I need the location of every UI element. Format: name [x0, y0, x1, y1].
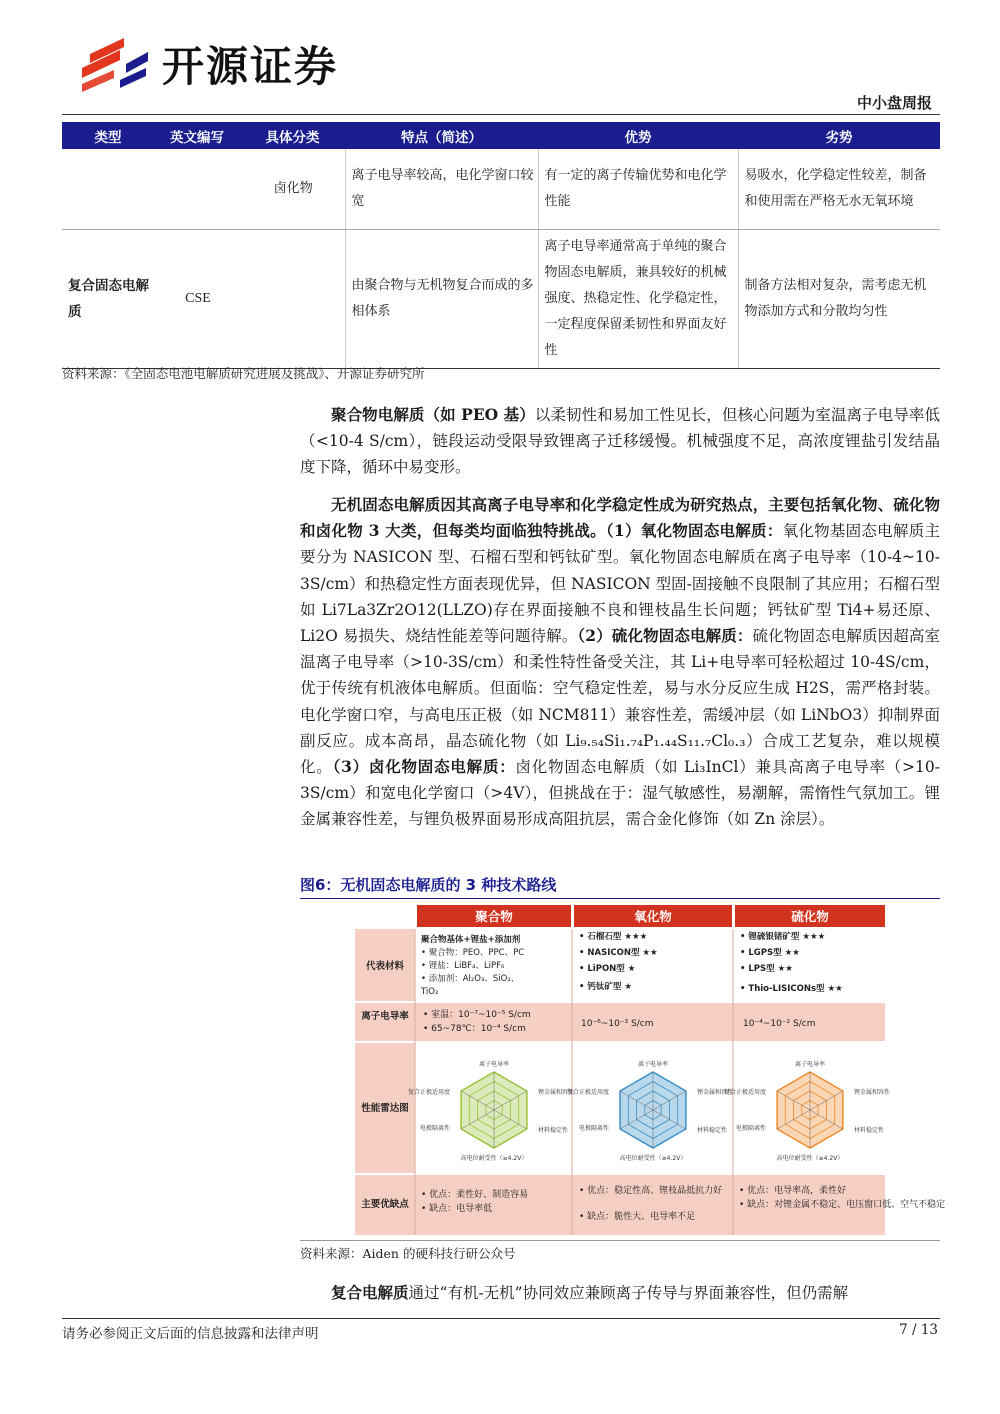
cell-subclass: 卤化物 — [240, 149, 345, 229]
radar-label: 材料稳定性 — [538, 1127, 569, 1134]
cell-disadvantage: 易吸水，化学稳定性较差，制备和使用需在严格无水无氧环境 — [738, 149, 940, 229]
col-header-advantage: 优势 — [538, 122, 738, 149]
radar-label: 材料稳定性 — [697, 1127, 728, 1134]
cell-subclass — [240, 229, 345, 368]
radar-label: 离子电导率 — [794, 1061, 826, 1068]
fig-polymer-material: • 聚合物：PEO、PPC、PC — [421, 948, 525, 958]
cell-advantage: 有一定的离子传输优势和电化学性能 — [538, 149, 738, 229]
fig-oxide-cons: • 缺点：脆性大、电导率不足 — [579, 1212, 696, 1222]
fig-sulfide-material: • LPS型 ★★ — [740, 964, 793, 974]
fig-polymer-conductivity: • 室温：10⁻⁷~10⁻⁵ S/cm — [423, 1010, 531, 1020]
figure-title-divider — [300, 898, 940, 899]
radar-label: 离子电导率 — [637, 1061, 669, 1068]
fig-polymer-conductivity: • 65~78℃：10⁻⁴ S/cm — [423, 1024, 526, 1034]
fig-col-oxide: 氧化物 — [634, 909, 672, 924]
table-row — [62, 229, 940, 368]
cell-feature: 离子电导率较高，电化学窗口较宽 — [345, 149, 538, 229]
paragraph-text: 卤化物固态电解质（如 Li₃InCl）兼具高离子电导率（>10-3S/cm）和宽电化学窗口（>4V），但挑战在于：湿气敏感性，易潮解，需惰性气氛加工。锂金属兼容性差，与锂负极界面易形成高阻抗层，需合金化修饰（如 Zn 涂层）。 — [300, 758, 940, 829]
cell-type — [62, 149, 154, 229]
radar-label: 电极隔离性 — [419, 1125, 450, 1132]
cell-abbr: CSE — [154, 229, 240, 368]
table-source: 资料来源：《全固态电池电解质研究进展及挑战》、开源证券研究所 — [62, 366, 425, 381]
figure-title: 图6：无机固态电解质的 3 种技术路线 — [300, 876, 557, 894]
cell-disadvantage: 制备方法相对复杂，需考虑无机物添加方式和分散均匀性 — [738, 229, 940, 368]
fig-oxide-material: • 钙钛矿型 ★ — [579, 982, 632, 992]
fig-oxide-material: • 石榴石型 ★★★ — [579, 932, 648, 942]
fig-sulfide-conductivity: 10⁻⁴~10⁻² S/cm — [743, 1019, 816, 1029]
radar-label: 锂金属相容性 — [697, 1089, 734, 1096]
paragraph-text: 以柔韧性和易加工性见长，但核心问题为室温离子电导率低（<10-4 S/cm），链段运动受限导致锂离子迁移缓慢。机械强度不足，高浓度锂盐引发结晶度下降，循环中易变形。 — [300, 406, 940, 477]
cell-feature: 由聚合物与无机物复合而成的多相体系 — [345, 229, 538, 368]
fig-oxide-material: • LiPON型 ★ — [579, 964, 636, 974]
cell-advantage: 离子电导率通常高于单纯的聚合物固态电解质，兼具较好的机械强度、热稳定性、化学稳定性，一定程度保留柔韧性和界面友好性 — [538, 229, 738, 368]
fig-polymer-material: 聚合物基体+锂盐+添加剂 — [421, 935, 521, 945]
company-name: 开源证券 — [162, 42, 339, 91]
electrolyte-comparison-table — [62, 122, 940, 369]
cell-type: 复合固态电解质 — [62, 229, 154, 368]
paragraph-text: 氧化物基固态电解质主要分为 NASICON 型、石榴石型和钙钛矿型。氧化物固态电解质在离子电导率（10-4~10-3S/cm）和热稳定性方面表现优异，但 NASICON 型固-固接触不良限制了其应用；石榴石型如 Li7La3Zr2O12(LLZO)存在界面接触不良和锂枝晶生长问题；钙钛矿型 Ti4+易还原、Li2O 易损失、烧结性能差等问题待解。 — [300, 522, 940, 646]
radar-label: 高电位耐受性（≥4.2V） — [619, 1155, 687, 1162]
radar-label: 复合正极适用度 — [723, 1089, 766, 1096]
col-header-subclass: 具体分类 — [240, 122, 345, 149]
radar-label: 离子电导率 — [478, 1061, 510, 1068]
radar-label: 复合正极适用度 — [407, 1089, 450, 1096]
radar-label: 电极隔离性 — [735, 1125, 766, 1132]
paragraph-subhead: （3）卤化物固态电解质： — [332, 757, 516, 777]
fig-sulfide-cons: • 缺点：对锂金属不稳定、电压窗口低、空气不稳定 — [739, 1200, 946, 1210]
paragraph-text: 通过“有机-无机”协同效应兼顾离子传导与界面兼容性，但仍需解 — [408, 1284, 849, 1302]
figure-source: 资料来源：Aiden 的硬科技行研公众号 — [300, 1246, 516, 1261]
fig-sulfide-material: • 锂硫银锗矿型 ★★★ — [740, 932, 826, 942]
table-header-row — [62, 122, 940, 149]
radar-label: 高电位耐受性（≥4.2V） — [460, 1155, 528, 1162]
paragraph-composite — [300, 1280, 940, 1306]
fig-row-materials: 代表材料 — [365, 961, 405, 972]
paragraph-polymer — [300, 402, 940, 481]
col-header-disadvantage: 劣势 — [738, 122, 940, 149]
fig-polymer-material: • 锂盐：LiBF₄、LiPF₆ — [421, 961, 505, 971]
radar-label: 高电位耐受性（≥4.2V） — [776, 1155, 844, 1162]
tech-route-figure — [355, 905, 946, 1235]
report-type: 中小盘周报 — [856, 94, 932, 112]
fig-oxide-pros-text: • 优点：稳定性高、锂枝晶抵抗力好 — [579, 1186, 723, 1196]
paragraph-lead: 聚合物电解质（如 PEO 基） — [331, 405, 535, 424]
table-row — [62, 149, 940, 229]
footer-divider — [62, 1318, 940, 1319]
radar-label: 锂金属相容性 — [854, 1089, 891, 1096]
fig-row-conductivity-label: 离子电导率 — [361, 1011, 409, 1022]
paragraph-lead: 无机固态电解质因其高离子电导率和化学稳定性成为研究热点，主要包括氧化物、硫化物和卤化物 3 大类，但每类均面临独特挑战。（1）氧化物固态电解质： — [300, 495, 940, 541]
fig-polymer-pros: • 优点：柔性好、制造容易 — [421, 1190, 529, 1200]
fig-row-conductivity — [361, 1010, 409, 1022]
fig-col-sulfide: 硫化物 — [791, 909, 829, 924]
header-divider — [62, 114, 940, 115]
fig-oxide-material: • NASICON型 ★★ — [579, 948, 658, 958]
page-number: 7 / 13 — [899, 1322, 938, 1338]
radar-label: 锂金属相容性 — [538, 1089, 575, 1096]
fig-polymer-material: • 添加剂：Al₂O₃、SiO₂、 — [421, 974, 520, 984]
paragraph-lead: 复合电解质 — [331, 1283, 409, 1302]
col-header-abbr: 英文编写 — [154, 122, 240, 149]
paragraph-text: 硫化物固态电解质因超高室温离子电导率（>10-3S/cm）和柔性特性备受关注，其 Li+电导率可轻松超过 10-4S/cm，优于传统有机液体电解质。但面临：空气稳定性差，易与水分反应生成 H2S，需严格封装。电化学窗口窄，与高电压正极（如 NCM811）兼容性差，需缓冲层（如 LiNbO3）抑制界面副反应。成本高昂，晶态硫化物（如 Li₉.₅₄Si₁.₇₄P₁.₄₄S₁₁.₇Cl₀.₃）合成工艺复杂，难以规模化。 — [300, 627, 940, 777]
fig-oxide-conductivity: 10⁻⁶~10⁻³ S/cm — [581, 1019, 654, 1029]
col-header-feature: 特点（简述） — [345, 122, 538, 149]
logo-mark-icon — [82, 38, 148, 92]
col-header-type: 类型 — [62, 122, 154, 149]
radar-label: 复合正极适用度 — [566, 1089, 609, 1096]
cell-abbr — [154, 149, 240, 229]
fig-sulfide-material: • LGPS型 ★★ — [740, 948, 800, 958]
paragraph-inorganic — [300, 492, 940, 833]
radar-label: 电极隔离性 — [578, 1125, 609, 1132]
paragraph-subhead: （2）硫化物固态电解质： — [577, 626, 753, 646]
fig-sulfide-pros: • 优点：电导率高，柔性好 — [739, 1186, 847, 1196]
fig-row-proscons: 主要优缺点 — [361, 1199, 409, 1210]
fig-oxide-pros — [579, 1184, 722, 1196]
fig-col-polymer: 聚合物 — [475, 909, 513, 924]
fig-row-radar: 性能雷达图 — [361, 1103, 409, 1114]
footer-disclaimer: 请务必参阅正文后面的信息披露和法律声明 — [62, 1326, 319, 1342]
fig-sulfide-material: • Thio-LISICONs型 ★★ — [740, 984, 843, 994]
figure-bottom-divider — [300, 1240, 940, 1241]
radar-label: 材料稳定性 — [854, 1127, 885, 1134]
fig-polymer-material: TiO₂ — [421, 987, 439, 997]
fig-polymer-cons: • 缺点：电导率低 — [421, 1204, 493, 1214]
